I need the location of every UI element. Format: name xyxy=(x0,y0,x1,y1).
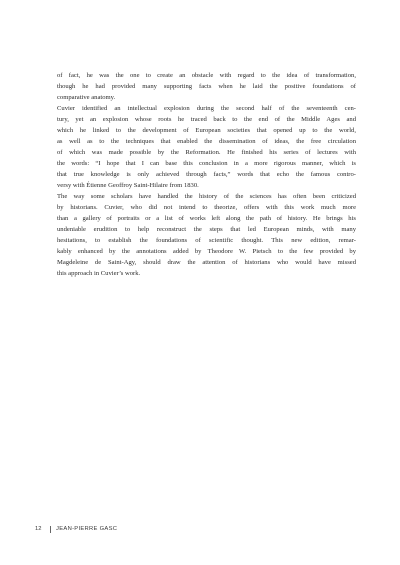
text-line: the words: “I hope that I can base this conclusion in a more rigorous manner, which is xyxy=(57,160,356,167)
text-line: Cuvier identified an intellectual explosion during the second half of the seventeenth cen- xyxy=(57,105,356,112)
text-line: hesitations, to establish the foundations of scientific thought. This new edition, remar- xyxy=(57,237,356,244)
body-text xyxy=(57,70,356,279)
text-line: kably enhanced by the annotations added by Theodore W. Pietsch to the few provided by xyxy=(57,248,356,255)
text-line: comparative anatomy. xyxy=(57,94,116,101)
text-line: versy with Étienne Geoffroy Saint-Hilaire from 1830. xyxy=(57,182,199,189)
running-head-author: JEAN-PIERRE GASC xyxy=(56,526,118,532)
text-line: Magdeleine de Saint-Agy, should draw the attention of historians who would have missed xyxy=(57,259,356,266)
text-line: than a gallery of portraits or a list of works left along the path of history. He brings his xyxy=(57,215,356,222)
text-line: this approach in Cuvier’s work. xyxy=(57,270,141,277)
text-line: The way some scholars have handled the history of the sciences has often been criticized xyxy=(57,193,356,200)
page-number: 12 xyxy=(35,526,42,532)
text-line: by historians. Cuvier, who did not intend to theorize, offers with this work much more xyxy=(57,204,356,211)
text-line: of fact, he was the one to create an obstacle with regard to the idea of transformation, xyxy=(57,72,356,79)
text-line: that true knowledge is only achieved through facts,” words that echo the famous contro- xyxy=(57,171,356,178)
text-line: of which was made possible by the Reformation. He finished his series of lectures with xyxy=(57,149,356,156)
text-line: though he had provided many supporting facts when he laid the positive foundations of xyxy=(57,83,356,90)
page-footer xyxy=(35,524,117,534)
text-line: tury, yet an explosion whose roots he traced back to the end of the Middle Ages and xyxy=(57,116,356,123)
text-line: which he linked to the development of European societies that opened up to the world, xyxy=(57,127,356,134)
paragraph xyxy=(57,103,356,191)
text-line: undeniable erudition to help reconstruct the steps that led European minds, with many xyxy=(57,226,356,233)
text-line: as well as to the techniques that enabled the dissemination of ideas, the free circulation xyxy=(57,138,356,145)
footer-separator xyxy=(50,526,51,533)
paragraph xyxy=(57,191,356,279)
paragraph xyxy=(57,70,356,103)
